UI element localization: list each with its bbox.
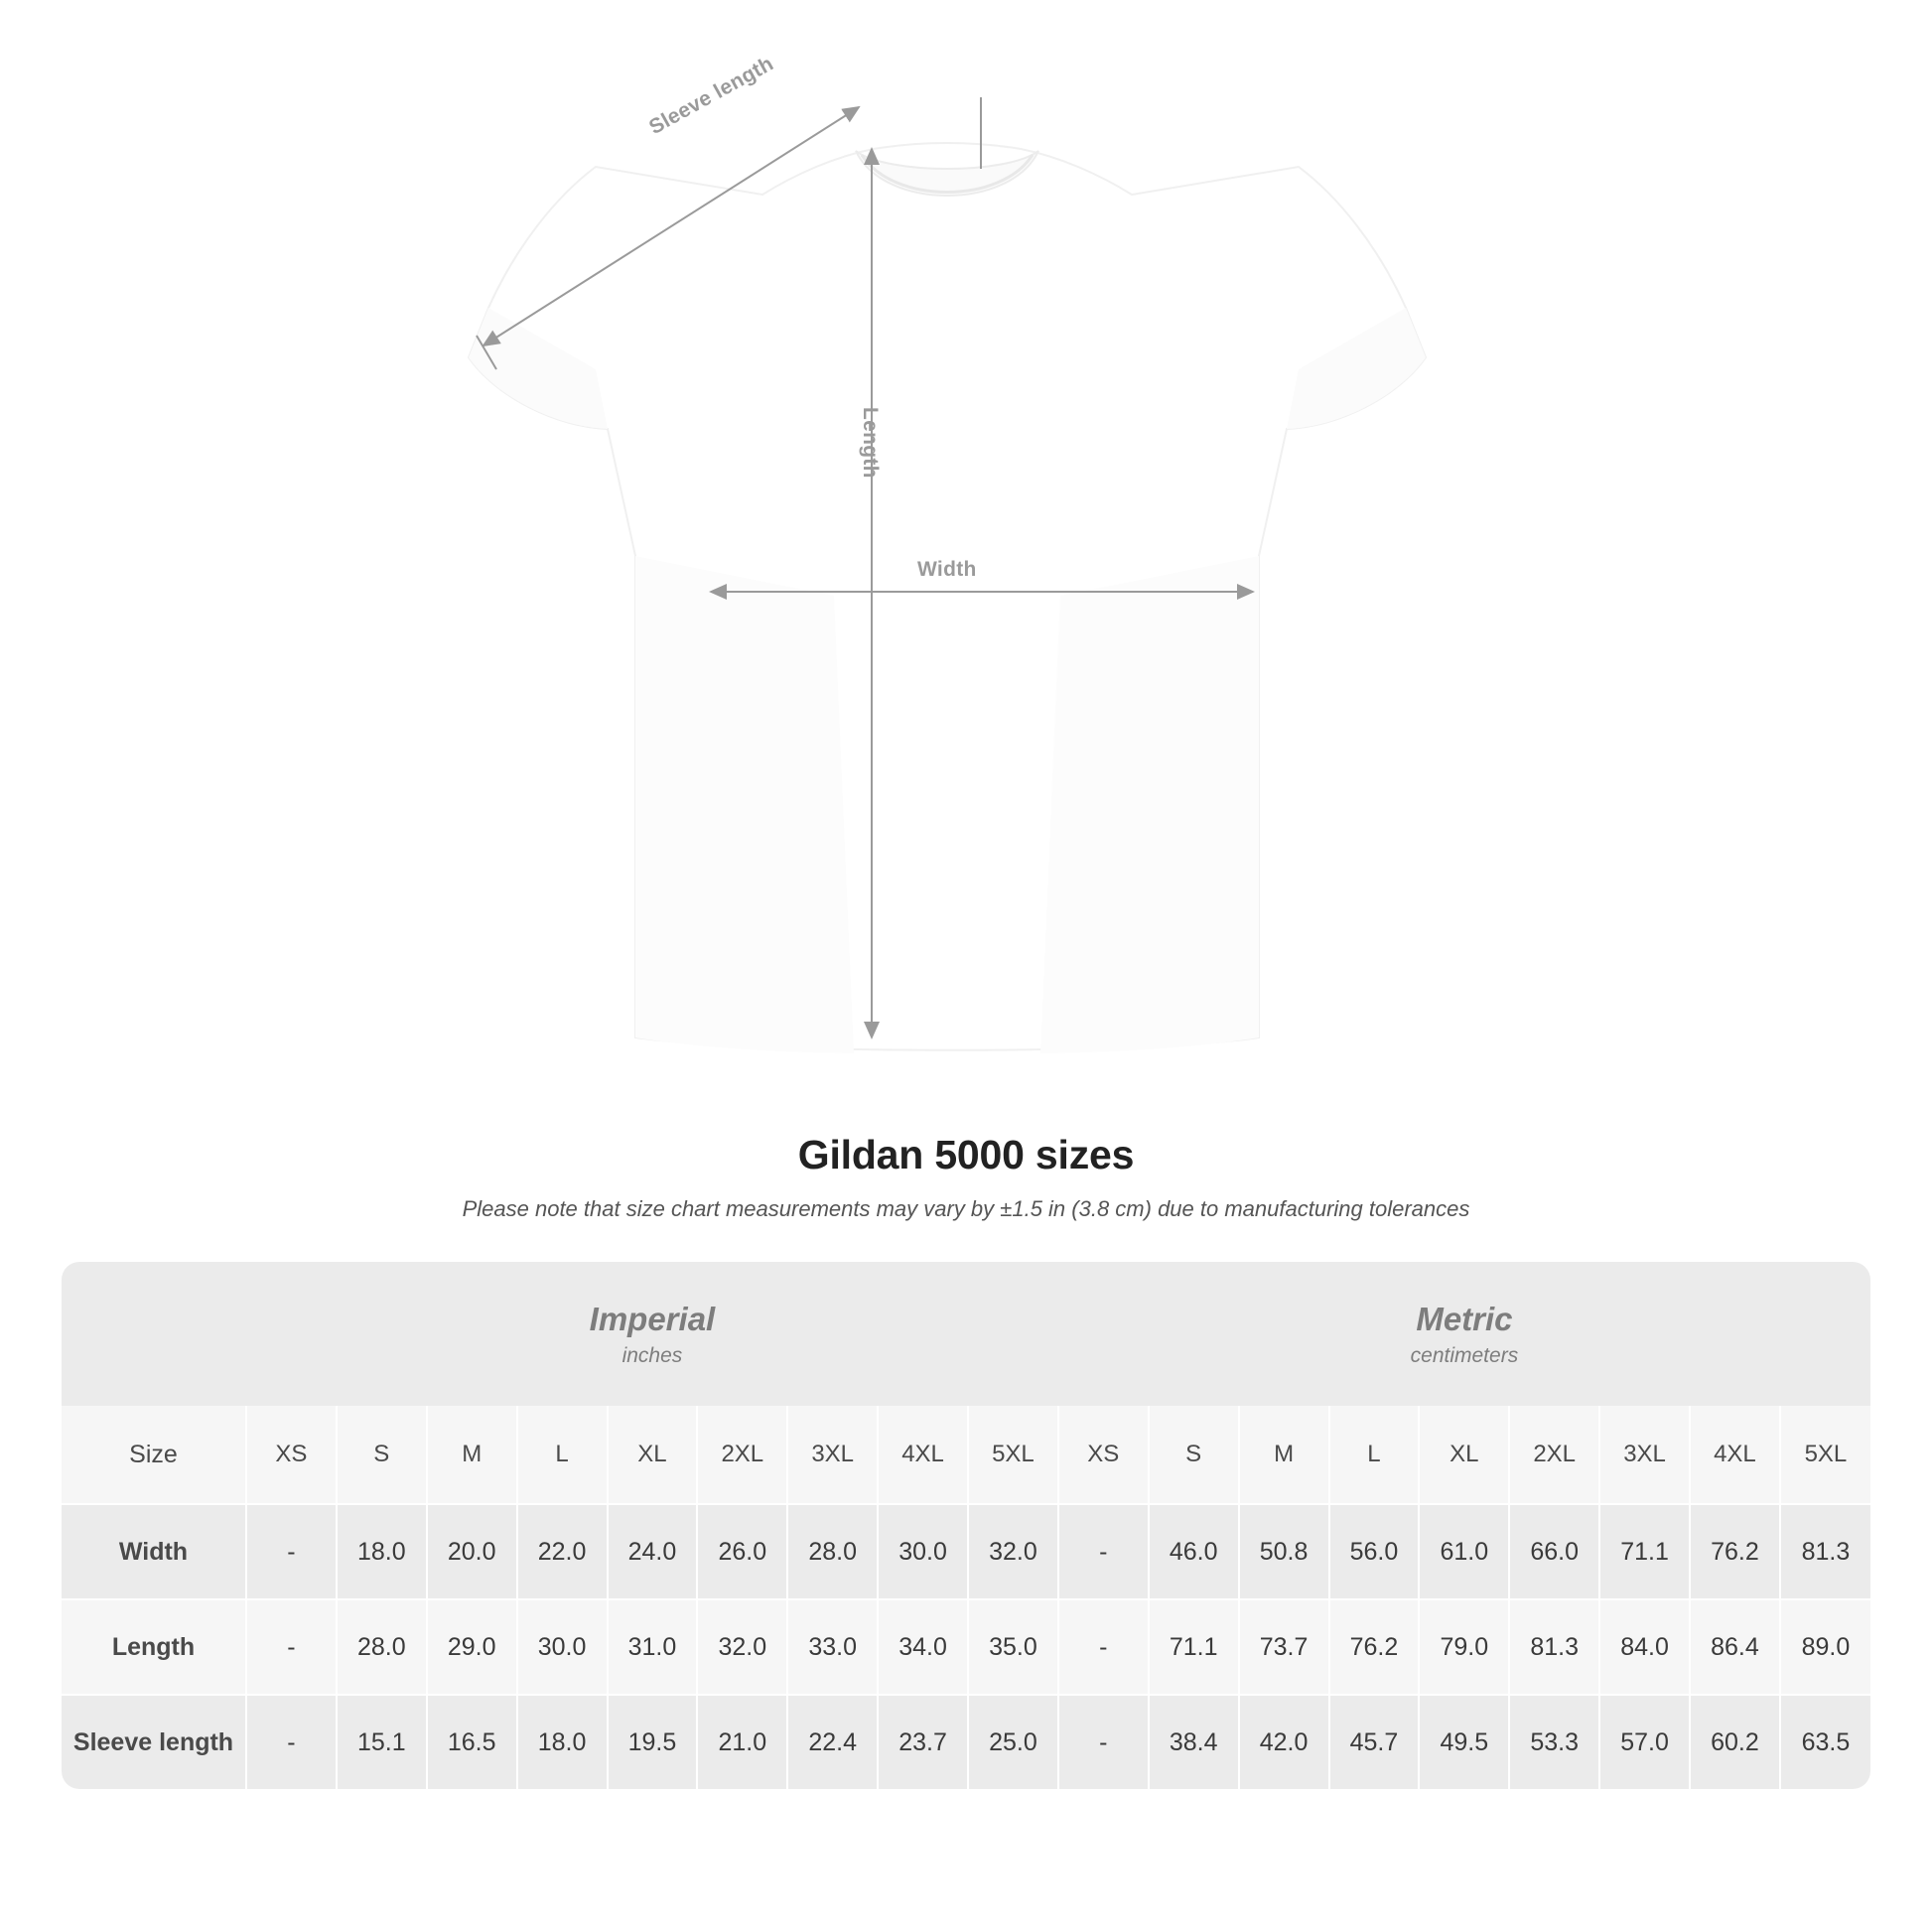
table-row <box>62 1504 1870 1599</box>
title-block <box>0 1132 1932 1222</box>
cell-length-metric-xs: - <box>1058 1599 1149 1695</box>
sleeve-length-label: Sleeve length <box>645 52 777 140</box>
unit-group-metric <box>1058 1262 1870 1406</box>
size-header-metric-l: L <box>1329 1406 1420 1504</box>
cell-length-imperial-3xl: 33.0 <box>787 1599 878 1695</box>
cell-sleeve-imperial-xs: - <box>246 1695 337 1789</box>
cell-length-imperial-xs: - <box>246 1599 337 1695</box>
cell-length-imperial-5xl: 35.0 <box>968 1599 1058 1695</box>
size-header-metric-5xl: 5XL <box>1780 1406 1870 1504</box>
cell-width-metric-m: 50.8 <box>1239 1504 1329 1599</box>
size-table <box>62 1262 1870 1789</box>
size-header-imperial-m: M <box>427 1406 517 1504</box>
cell-length-metric-m: 73.7 <box>1239 1599 1329 1695</box>
cell-sleeve-imperial-s: 15.1 <box>337 1695 427 1789</box>
unit-header-spacer <box>62 1262 246 1406</box>
cell-sleeve-metric-m: 42.0 <box>1239 1695 1329 1789</box>
cell-width-imperial-s: 18.0 <box>337 1504 427 1599</box>
size-header-imperial-3xl: 3XL <box>787 1406 878 1504</box>
cell-width-metric-2xl: 66.0 <box>1509 1504 1599 1599</box>
size-header-imperial-l: L <box>517 1406 608 1504</box>
cell-width-metric-xl: 61.0 <box>1419 1504 1509 1599</box>
cell-width-metric-s: 46.0 <box>1149 1504 1239 1599</box>
cell-length-imperial-2xl: 32.0 <box>697 1599 787 1695</box>
unit-header-row <box>62 1262 1870 1406</box>
cell-width-metric-l: 56.0 <box>1329 1504 1420 1599</box>
size-header-imperial-5xl: 5XL <box>968 1406 1058 1504</box>
page-title: Gildan 5000 sizes <box>797 1132 1135 1177</box>
cell-length-metric-3xl: 84.0 <box>1599 1599 1690 1695</box>
cell-sleeve-metric-l: 45.7 <box>1329 1695 1420 1789</box>
cell-sleeve-metric-4xl: 60.2 <box>1690 1695 1780 1789</box>
cell-width-metric-xs: - <box>1058 1504 1149 1599</box>
size-header-label: Size <box>62 1406 246 1504</box>
size-header-row <box>62 1406 1870 1504</box>
cell-width-imperial-3xl: 28.0 <box>787 1504 878 1599</box>
cell-width-imperial-5xl: 32.0 <box>968 1504 1058 1599</box>
cell-width-imperial-xs: - <box>246 1504 337 1599</box>
size-table-wrapper <box>62 1262 1870 1789</box>
cell-length-imperial-l: 30.0 <box>517 1599 608 1695</box>
cell-width-imperial-4xl: 30.0 <box>878 1504 968 1599</box>
row-label-length: Length <box>62 1599 246 1695</box>
cell-length-metric-5xl: 89.0 <box>1780 1599 1870 1695</box>
size-header-imperial-xl: XL <box>608 1406 698 1504</box>
cell-sleeve-imperial-m: 16.5 <box>427 1695 517 1789</box>
cell-sleeve-imperial-5xl: 25.0 <box>968 1695 1058 1789</box>
cell-length-metric-2xl: 81.3 <box>1509 1599 1599 1695</box>
cell-length-imperial-xl: 31.0 <box>608 1599 698 1695</box>
size-header-metric-m: M <box>1239 1406 1329 1504</box>
size-header-metric-xs: XS <box>1058 1406 1149 1504</box>
size-header-metric-s: S <box>1149 1406 1239 1504</box>
cell-length-metric-l: 76.2 <box>1329 1599 1420 1695</box>
table-row <box>62 1695 1870 1789</box>
cell-width-metric-5xl: 81.3 <box>1780 1504 1870 1599</box>
cell-length-metric-4xl: 86.4 <box>1690 1599 1780 1695</box>
size-header-metric-2xl: 2XL <box>1509 1406 1599 1504</box>
cell-length-imperial-s: 28.0 <box>337 1599 427 1695</box>
width-label: Width <box>917 558 977 581</box>
cell-sleeve-metric-xs: - <box>1058 1695 1149 1789</box>
cell-sleeve-metric-3xl: 57.0 <box>1599 1695 1690 1789</box>
cell-sleeve-imperial-2xl: 21.0 <box>697 1695 787 1789</box>
size-header-imperial-4xl: 4XL <box>878 1406 968 1504</box>
row-label-sleeve-length: Sleeve length <box>62 1695 246 1789</box>
cell-length-imperial-4xl: 34.0 <box>878 1599 968 1695</box>
cell-width-imperial-2xl: 26.0 <box>697 1504 787 1599</box>
cell-sleeve-metric-5xl: 63.5 <box>1780 1695 1870 1789</box>
unit-group-imperial <box>246 1262 1058 1406</box>
unit-group-metric-name: Metric <box>1416 1300 1513 1337</box>
cell-width-imperial-m: 20.0 <box>427 1504 517 1599</box>
size-header-imperial-xs: XS <box>246 1406 337 1504</box>
cell-width-imperial-l: 22.0 <box>517 1504 608 1599</box>
cell-length-metric-s: 71.1 <box>1149 1599 1239 1695</box>
cell-length-metric-xl: 79.0 <box>1419 1599 1509 1695</box>
size-header-imperial-2xl: 2XL <box>697 1406 787 1504</box>
cell-sleeve-imperial-l: 18.0 <box>517 1695 608 1789</box>
cell-sleeve-metric-xl: 49.5 <box>1419 1695 1509 1789</box>
cell-width-metric-4xl: 76.2 <box>1690 1504 1780 1599</box>
size-header-metric-4xl: 4XL <box>1690 1406 1780 1504</box>
unit-group-metric-sub: centimeters <box>1410 1344 1519 1368</box>
cell-sleeve-imperial-4xl: 23.7 <box>878 1695 968 1789</box>
size-header-metric-xl: XL <box>1419 1406 1509 1504</box>
size-header-metric-3xl: 3XL <box>1599 1406 1690 1504</box>
tolerance-note: Please note that size chart measurements may vary by ±1.5 in (3.8 cm) due to manufacturing tolerances <box>462 1196 1470 1221</box>
table-row <box>62 1599 1870 1695</box>
row-label-width: Width <box>62 1504 246 1599</box>
cell-sleeve-metric-s: 38.4 <box>1149 1695 1239 1789</box>
cell-sleeve-imperial-3xl: 22.4 <box>787 1695 878 1789</box>
cell-length-imperial-m: 29.0 <box>427 1599 517 1695</box>
size-header-imperial-s: S <box>337 1406 427 1504</box>
unit-group-imperial-name: Imperial <box>589 1300 716 1337</box>
cell-width-metric-3xl: 71.1 <box>1599 1504 1690 1599</box>
unit-group-imperial-sub: inches <box>621 1344 683 1368</box>
tshirt-shape <box>469 143 1426 1053</box>
cell-width-imperial-xl: 24.0 <box>608 1504 698 1599</box>
cell-sleeve-imperial-xl: 19.5 <box>608 1695 698 1789</box>
length-label: Length <box>859 407 882 479</box>
cell-sleeve-metric-2xl: 53.3 <box>1509 1695 1599 1789</box>
